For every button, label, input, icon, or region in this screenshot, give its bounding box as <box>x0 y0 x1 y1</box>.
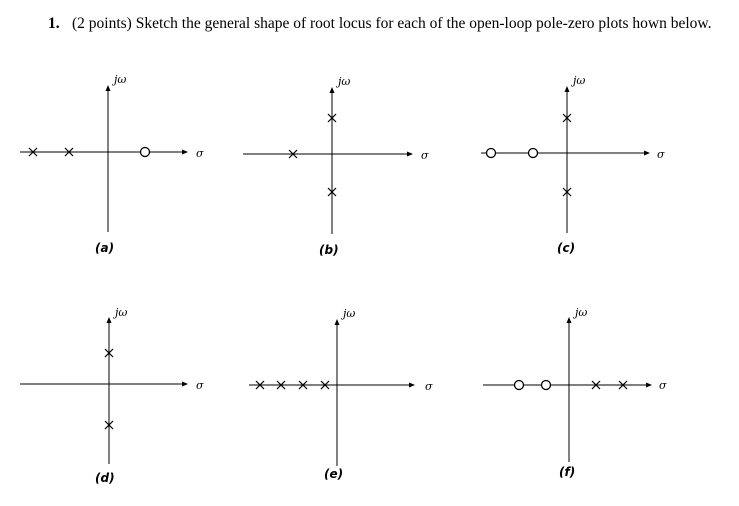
zero-marker <box>542 381 551 390</box>
zero-marker <box>529 149 538 158</box>
plot-a <box>20 73 204 255</box>
imag-axis-label: jω <box>343 307 356 320</box>
imag-axis-arrow <box>565 86 570 92</box>
zero-marker <box>515 381 524 390</box>
imag-axis-arrow <box>107 317 112 323</box>
plot-b <box>243 75 429 257</box>
imag-axis-arrow <box>567 317 572 323</box>
imag-axis-label: jω <box>575 306 588 319</box>
plot-f <box>483 306 667 479</box>
zero-marker <box>141 148 150 157</box>
real-axis-arrow <box>644 151 650 156</box>
real-axis-arrow <box>407 152 413 157</box>
imag-axis-label: jω <box>114 73 127 86</box>
plot-caption: (c) <box>557 241 576 255</box>
real-axis-label: σ <box>657 148 665 161</box>
real-axis-label: σ <box>425 380 433 393</box>
real-axis-label: σ <box>196 379 204 392</box>
imag-axis-label: jω <box>115 306 128 319</box>
imag-axis-arrow <box>335 319 340 325</box>
real-axis-arrow <box>646 383 652 388</box>
real-axis-label: σ <box>421 149 429 162</box>
plot-caption: (a) <box>95 241 115 255</box>
imag-axis-label: jω <box>573 74 586 87</box>
plot-caption: (f) <box>559 465 576 479</box>
imag-axis-label: jω <box>338 75 351 88</box>
plot-e <box>249 307 433 481</box>
real-axis-label: σ <box>196 147 204 160</box>
zero-marker <box>487 149 496 158</box>
plot-c <box>481 74 665 255</box>
real-axis-label: σ <box>659 379 667 392</box>
real-axis-arrow <box>182 150 188 155</box>
plot-caption: (b) <box>319 243 339 257</box>
plot-caption: (e) <box>324 467 344 481</box>
real-axis-arrow <box>182 382 188 387</box>
plot-caption: (d) <box>95 471 115 485</box>
plot-d <box>20 306 204 485</box>
imag-axis-arrow <box>330 87 335 93</box>
question-text: (2 points) Sketch the general shape of root locus for each of the open-loop pole-zero plots hown below. <box>72 15 712 32</box>
imag-axis-arrow <box>106 85 111 91</box>
question-number: 1. <box>48 15 60 32</box>
real-axis-arrow <box>409 383 415 388</box>
